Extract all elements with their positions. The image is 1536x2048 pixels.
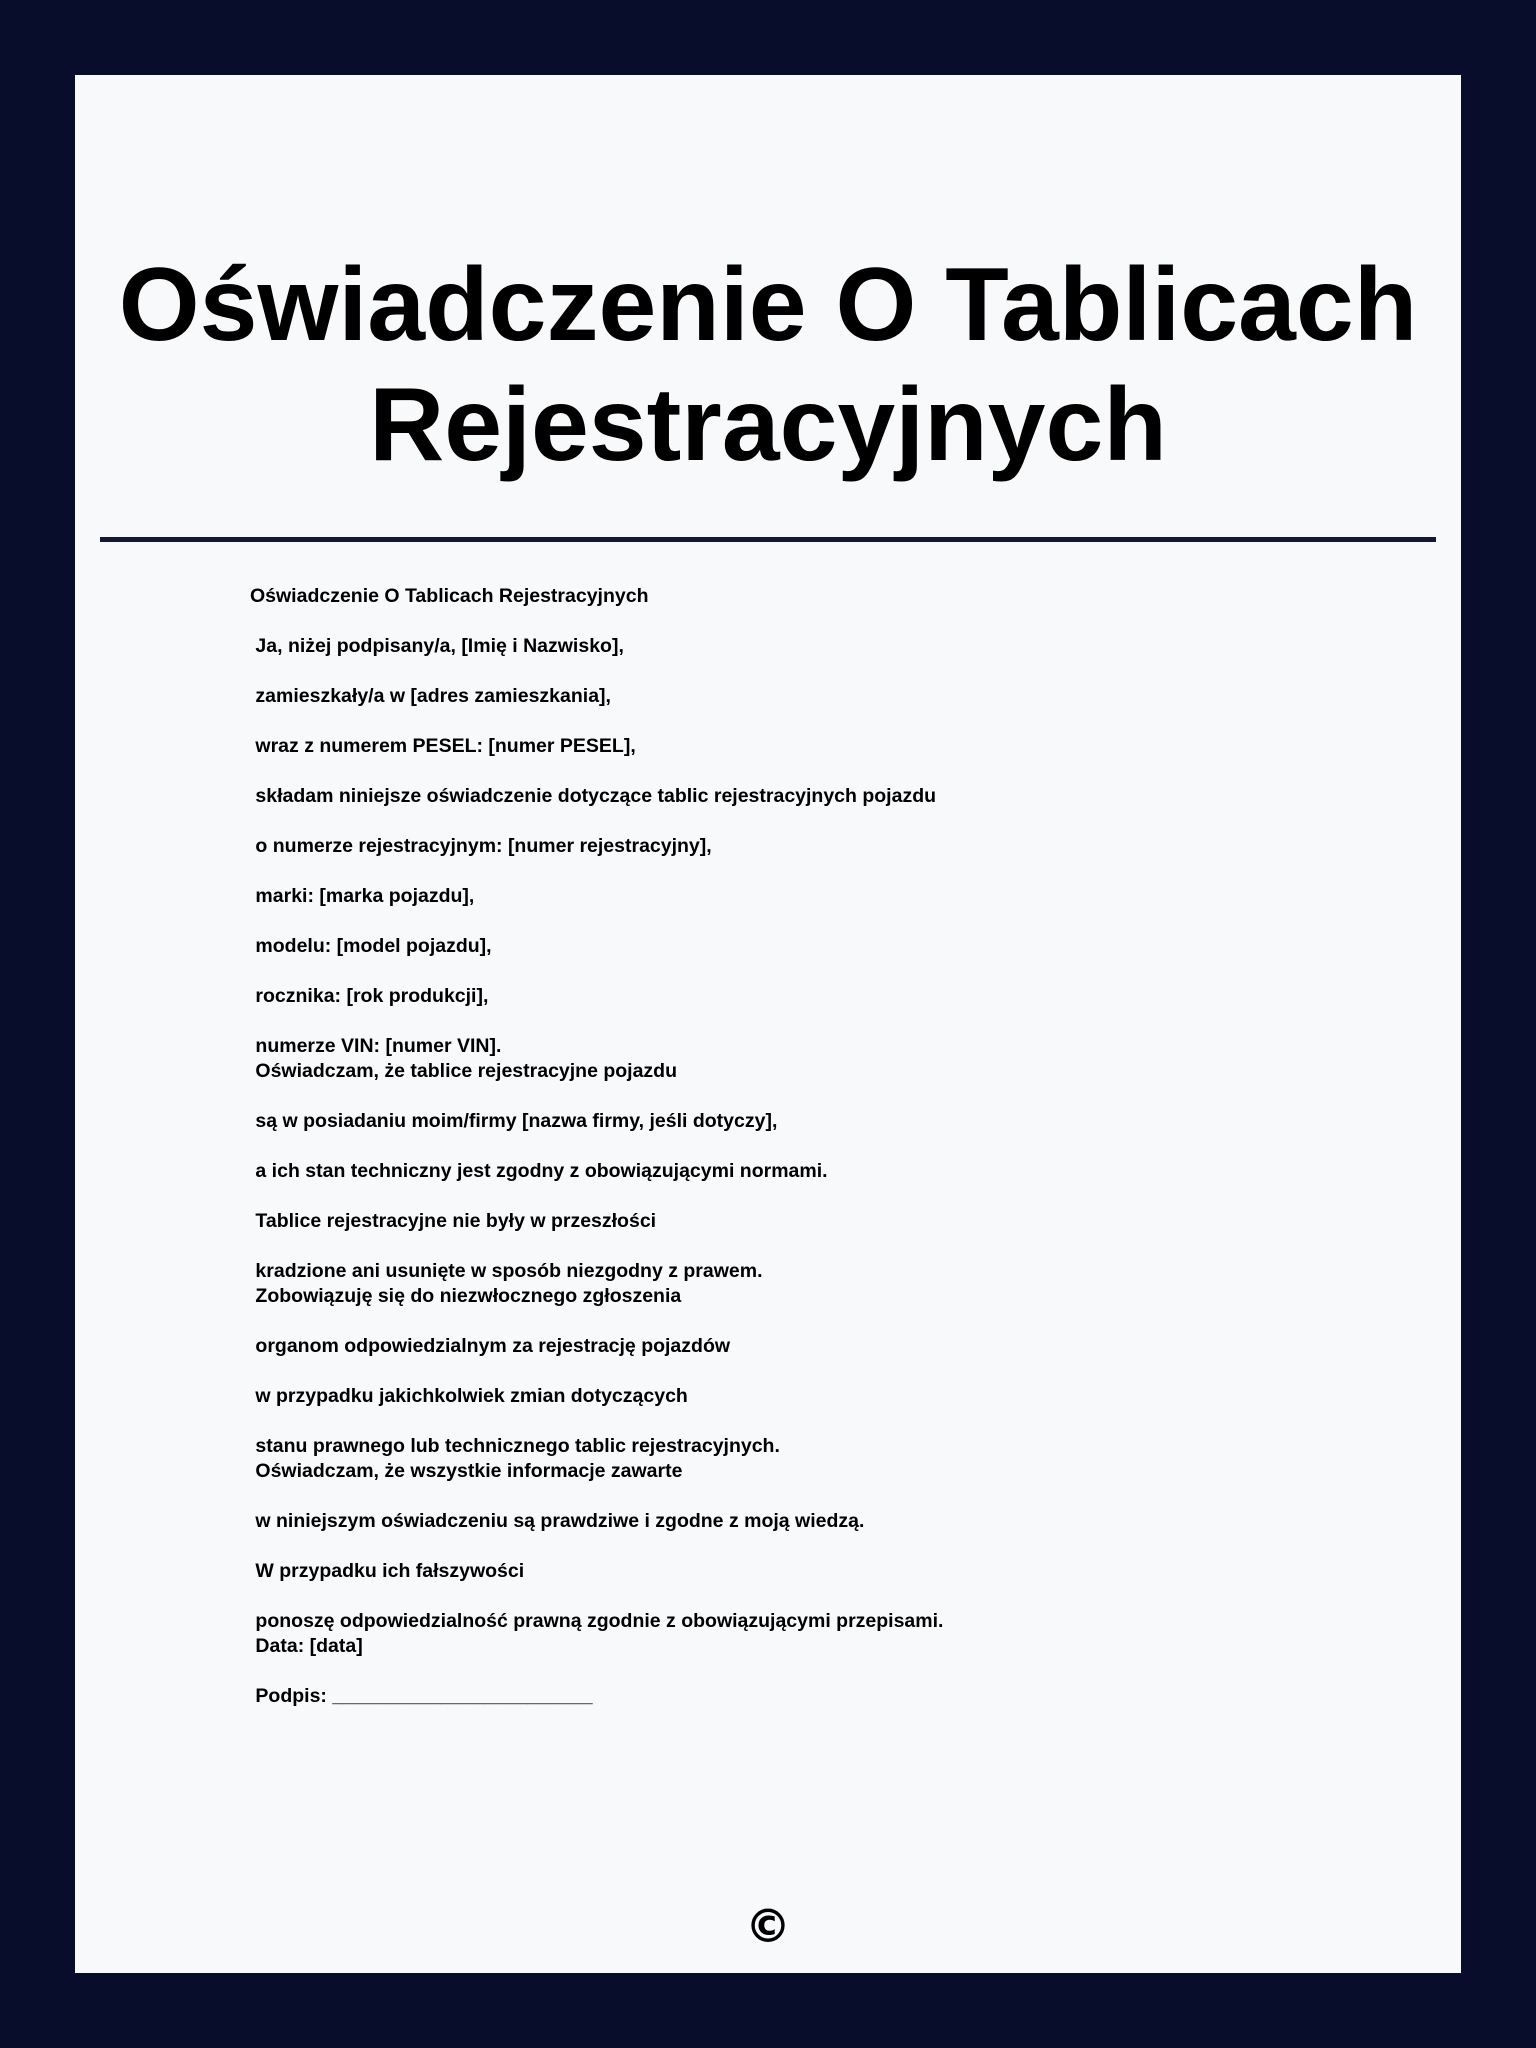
document-title: Oświadczenie O Tablicach Rejestracyjnych [118, 247, 1418, 483]
copyright-symbol: © [745, 1899, 791, 1953]
title-divider [100, 537, 1436, 542]
document-page [75, 75, 1461, 1973]
document-body: Oświadczenie O Tablicach Rejestracyjnych Ja, niżej podpisany/a, [Imię i Nazwisko], zamieszkały/a w [adres zamieszkania], wraz z numerem PESEL: [numer PESEL], składam niniejsze oświadczenie dotyczące tablic rejestracyjnych pojazdu o numerze rejestracyjnym: [numer rejestracyjny], marki: [marka pojazdu], modelu: [model pojazdu], rocznika: [rok produkcji], numerze VIN: [numer VIN]. Oświadczam, że tablice rejestracyjne pojazdu są w posiadaniu moim/firmy [nazwa firmy, jeśli dotyczy], a ich stan techniczny jest zgodny z obowiązującymi normami. Tablice rejestracyjne nie były w przeszłości kradzione ani usunięte w sposób niezgodny z prawem. Zobowiązuję się do niezwłocznego zgłoszenia organom odpowiedzialnym za rejestrację pojazdów w przypadku jakichkolwiek zmian dotyczących stanu prawnego lub technicznego tablic rejestracyjnych. Oświadczam, że wszystkie informacje zawarte w niniejszym oświadczeniu są prawdziwe i zgodne z moją wiedzą. W przypadku ich fałszywości ponoszę odpowiedzialność prawną zgodnie z obowiązującymi przepisami. Data: [data] Podpis: ________________________ [250, 585, 944, 1707]
